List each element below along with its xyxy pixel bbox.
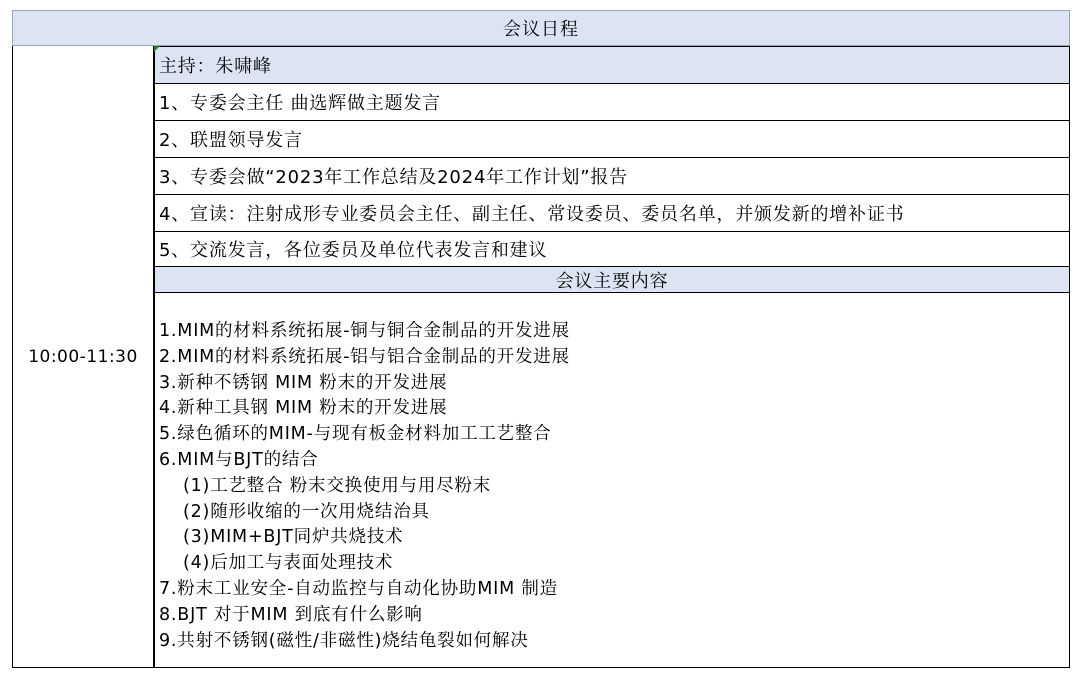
agenda-item-1: 1、专委会主任 曲选辉做主题发言	[154, 84, 1070, 121]
content-subitem: (4)后加工与表面处理技术	[183, 553, 394, 574]
content-subitem: (1)工艺整合 粉末交换使用与用尽粉末	[183, 475, 492, 496]
content-item: 6.MIM与BJT的结合	[159, 449, 319, 470]
content-item: 1.MIM的材料系统拓展-铜与铜合金制品的开发进展	[159, 321, 570, 341]
agenda-item-4: 4、宣读：注射成形专业委员会主任、副主任、常设委员、委员名单，并颁发新的增补证书	[154, 195, 1070, 232]
content-item: 3.新种不锈钢 MIM 粉末的开发进展	[159, 372, 448, 393]
agenda-item-2: 2、联盟领导发言	[154, 121, 1070, 158]
content-item: 9.共射不锈钢(磁性/非磁性)烧结龟裂如何解决	[159, 630, 529, 651]
content-subitem: (3)MIM+BJT同炉共烧技术	[183, 527, 404, 548]
main-content-list	[154, 293, 1070, 668]
content-item: 7.粉末工业安全-自动监控与自动化协助MIM 制造	[159, 578, 558, 599]
agenda-item-5: 5、交流发言，各位委员及单位代表发言和建议	[154, 232, 1070, 267]
cell-comment-marker	[154, 46, 160, 52]
main-content-header: 会议主要内容	[154, 267, 1070, 293]
content-item: 5.绿色循环的MIM-与现有板金材料加工工艺整合	[159, 424, 552, 445]
time-slot-cell: 10:00-11:30	[12, 46, 154, 668]
content-subitem: (2)随形收缩的一次用烧结治具	[183, 501, 430, 522]
content-item: 8.BJT 对于MIM 到底有什么影响	[159, 604, 423, 625]
content-item: 4.新种工具钢 MIM 粉末的开发进展	[159, 398, 448, 419]
sheet-title: 会议日程	[12, 10, 1070, 46]
content-item: 2.MIM的材料系统拓展-铝与铝合金制品的开发进展	[159, 346, 570, 367]
agenda-item-3: 3、专委会做“2023年工作总结及2024年工作计划”报告	[154, 158, 1070, 195]
host-row: 主持：朱啸峰	[154, 46, 1070, 84]
